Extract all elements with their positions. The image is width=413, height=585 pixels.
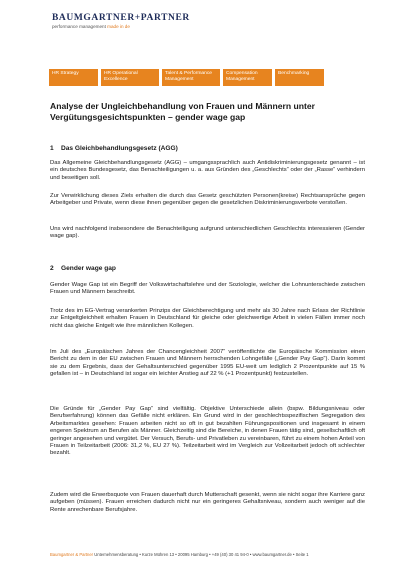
section-number: 1 bbox=[50, 145, 54, 152]
paragraph: Zudem wird die Erwerbsquote von Frauen dauerhaft durch Mutterschaft gesenkt, wenn sie nicht sogar ihre Karriere ganz aufgeben (müssen). Frauen erreichen dadurch nicht nur ein geringeres Gehaltsniveau, sondern auch weniger auf die Rente anrechenbare Berufsjahre. bbox=[50, 492, 365, 513]
footer-company: Baumgartner & Partner bbox=[50, 552, 94, 557]
section-heading-1 bbox=[50, 145, 178, 152]
paragraph: Trotz des im EG-Vertrag verankerten Prinzips der Gleichberechtigung und mehr als 30 Jahre nach Erlass der Richtlinie zur Entgeltgleichheit erhalten Frauen in Deutschland für gleiche oder gleichwertige Arbeit in vielen Fällen immer noch nicht das gleiche Entgelt wie ihre männlichen Kollegen. bbox=[50, 308, 365, 329]
paragraph: Die Gründe für „Gender Pay Gap“ sind vielfältig. Objektive Unterschiede allein (bspw. Bildungsniveau oder Berufserfahrung) können das Gefälle nicht erklären. Ein Grund wird in der geschlechtsspezifischen Segregation des Arbeitsmarktes gesehen: Frauen arbeiten nicht so oft in gut bezahlten Führungspositionen und insgesamt in einem engeren Spektrum an Berufen als Männer. Gleichzeitig sind die Bereiche, in denen Frauen tätig sind, gesellschaftlich oft geringer angesehen und vergütet. Der Versuch, Berufs- und Privatleben zu vereinbaren, führt zu einem hohen Anteil von Frauen in Teilzeitarbeit (2006: 31,2 %, EU 27 %). Teilzeitarbeit wird im Vergleich zur Vollzeitarbeit jedoch oft schlechter bezahlt. bbox=[50, 406, 365, 457]
company-logo bbox=[52, 13, 190, 29]
tab-talent-performance-management[interactable]: Talent & Performance Management bbox=[162, 69, 220, 86]
paragraph: Gender Wage Gap ist ein Begriff der Volkswirtschaftslehre und der Soziologie, welcher die Lohnunterschiede zwischen Frauen und Männern beschreibt. bbox=[50, 282, 365, 296]
page-footer: Baumgartner & Partner Unternehmensberatung • Kurze Mühren 13 • 20095 Hamburg • +49 (40) 30 41 94-0 • www.baumgartner.de • Seite 1 bbox=[50, 552, 309, 557]
logo-tagline bbox=[52, 24, 190, 29]
tab-compensation-management[interactable]: Compensation Management bbox=[223, 69, 272, 86]
logo-tagline-a: performance management bbox=[52, 24, 106, 29]
section-number: 2 bbox=[50, 265, 54, 272]
logo-wordmark: BAUMGARTNER+PARTNER bbox=[52, 13, 190, 23]
logo-tagline-b: made in de bbox=[107, 24, 130, 29]
section-title: Das Gleichbehandlungsgesetz (AGG) bbox=[61, 145, 178, 152]
tab-hr-strategy[interactable]: HR Strategy bbox=[49, 69, 98, 86]
document-title: Analyse der Ungleichbehandlung von Frauen und Männern unter Vergütungsgesichtspunkten – gender wage gap bbox=[50, 101, 316, 122]
section-title: Gender wage gap bbox=[61, 265, 116, 272]
footer-page-number: Seite 1 bbox=[295, 552, 309, 557]
paragraph: Zur Verwirklichung dieses Ziels erhalten die durch das Gesetz geschützten Personen(kreise) Rechtsansprüche gegen Arbeitgeber und Private, wenn diese ihnen gegenüber gegen die gesetzlichen Diskriminierungsverbote verstoßen. bbox=[50, 193, 365, 207]
section-heading-2 bbox=[50, 265, 116, 272]
paragraph: Das Allgemeine Gleichbehandlungsgesetz (AGG) – umgangssprachlich auch Antidiskriminierungsgesetz genannt – ist ein deutsches Bundesgesetz, das Benachteiligungen u. a. aus Gründen des „Geschlechts“ oder der „Rasse“ verhindern und beseitigen soll. bbox=[50, 160, 365, 181]
paragraph: Im Juli des „Europäischen Jahres der Chancengleichheit 2007“ veröffentlichte die Europäische Kommission einen Bericht zu dem in der EU zwischen Frauen und Männern herrschenden Lohngefälle („Gender Pay Gap“). Darin kommt sie zu dem Ergebnis, dass der Gehaltsunterschied gegenüber 1995 EU-weit um lediglich 2 Prozentpunkte auf 15 % gefallen ist – in Deutschland ist sogar ein leichter Anstieg auf 22 % (+1 Prozentpunkt) festzustellen. bbox=[50, 349, 365, 378]
footer-details: Unternehmensberatung • Kurze Mühren 13 • 20095 Hamburg • +49 (40) 30 41 94-0 • www.baumgartner.de bbox=[93, 552, 292, 557]
tab-hr-operational-excellence[interactable]: HR Operational Excellence bbox=[101, 69, 159, 86]
tab-benchmarking[interactable]: Benchmarking bbox=[275, 69, 324, 86]
service-tabs bbox=[49, 69, 324, 86]
paragraph: Uns wird nachfolgend insbesondere die Benachteiligung aufgrund unterschiedlichen Geschlechts interessieren (Gender wage gap). bbox=[50, 226, 365, 240]
